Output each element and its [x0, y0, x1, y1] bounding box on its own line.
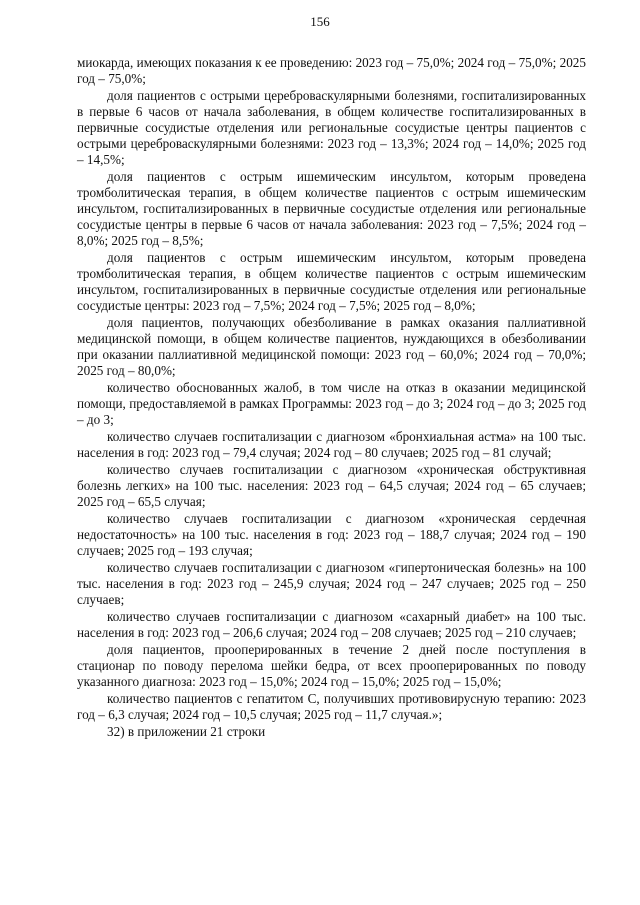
- paragraph-heart-failure-hospitalization: количество случаев госпитализации с диагнозом «хроническая сердечная недостаточность» на 100 тыс. населения в год: 2023 год – 188,7 случая; 2024 год – 190 случаев; 2025 год – 193 случая;: [77, 511, 586, 558]
- paragraph-complaints-count: количество обоснованных жалоб, в том числе на отказ в оказании медицинской помощи, предоставляемой в рамках Программы: 2023 год – до 3; 2024 год – до 3; 2025 год – до 3;: [77, 380, 586, 427]
- paragraph-hepatitis-c-therapy: количество пациентов с гепатитом С, получивших противовирусную терапию: 2023 год – 6,3 случая; 2024 год – 10,5 случая; 2025 год – 11,7 случая.»;: [77, 691, 586, 722]
- paragraph-hip-fracture-surgery: доля пациентов, прооперированных в течение 2 дней после поступления в стационар по поводу перелома шейки бедра, от всех прооперированных по поводу указанного диагноза: 2023 год – 15,0%; 2024 год – 15,0%; 2025 год – 15,0%;: [77, 642, 586, 689]
- document-body: [77, 55, 586, 741]
- paragraph-thrombolysis-share: доля пациентов с острым ишемическим инсультом, которым проведена тромболитическая терапия, в общем количестве пациентов с острым ишемическим инсультом, госпитализированных в первичные сосудистые отделения или региональные сосудистые центры: 2023 год – 7,5%; 2024 год – 7,5%; 2025 год – 8,0%;: [77, 250, 586, 313]
- paragraph-appendix-21: 32) в приложении 21 строки: [107, 724, 266, 739]
- paragraph-palliative-pain-relief: доля пациентов, получающих обезболивание в рамках оказания паллиативной медицинской помощи, в общем количестве пациентов, нуждающихся в обезболивании при оказании паллиативной медицинской помощи: 2023 год – 60,0%; 2024 год – 70,0%; 2025 год – 80,0%;: [77, 315, 586, 378]
- page-number: 156: [310, 14, 330, 29]
- paragraph-hypertension-hospitalization: количество случаев госпитализации с диагнозом «гипертоническая болезнь» на 100 тыс. населения в год: 2023 год – 245,9 случая; 2024 год – 247 случаев; 2025 год – 250 случаев;: [77, 560, 586, 607]
- paragraph-stroke-hospitalization-share: доля пациентов с острыми цереброваскулярными болезнями, госпитализированных в первые 6 часов от начала заболевания, в общем количестве госпитализированных в первичные сосудистые отделения или региональные сосудистые центры пациентов с острыми цереброваскулярными болезнями: 2023 год – 13,3%; 2024 год – 14,0%; 2025 год – 14,5%;: [77, 88, 586, 167]
- paragraph-diabetes-hospitalization: количество случаев госпитализации с диагнозом «сахарный диабет» на 100 тыс. населения в год: 2023 год – 206,6 случая; 2024 год – 208 случаев; 2025 год – 210 случаев;: [77, 609, 586, 640]
- paragraph-copd-hospitalization: количество случаев госпитализации с диагнозом «хроническая обструктивная болезнь легких» на 100 тыс. населения: 2023 год – 64,5 случая; 2024 год – 65 случаев; 2025 год – 65,5 случая;: [77, 462, 586, 509]
- paragraph-continuation: миокарда, имеющих показания к ее проведению: 2023 год – 75,0%; 2024 год – 75,0%; 2025 год – 75,0%;: [77, 55, 586, 86]
- paragraph-asthma-hospitalization: количество случаев госпитализации с диагнозом «бронхиальная астма» на 100 тыс. населения в год: 2023 год – 79,4 случая; 2024 год – 80 случаев; 2025 год – 81 случай;: [77, 429, 586, 460]
- paragraph-thrombolysis-6h-share: доля пациентов с острым ишемическим инсультом, которым проведена тромболитическая терапия, в общем количестве пациентов с острым ишемическим инсультом, госпитализированных в первичные сосудистые отделения или региональные сосудистые центры в первые 6 часов от начала заболевания: 2023 год – 7,5%; 2024 год – 8,0%; 2025 год – 8,5%;: [77, 169, 586, 248]
